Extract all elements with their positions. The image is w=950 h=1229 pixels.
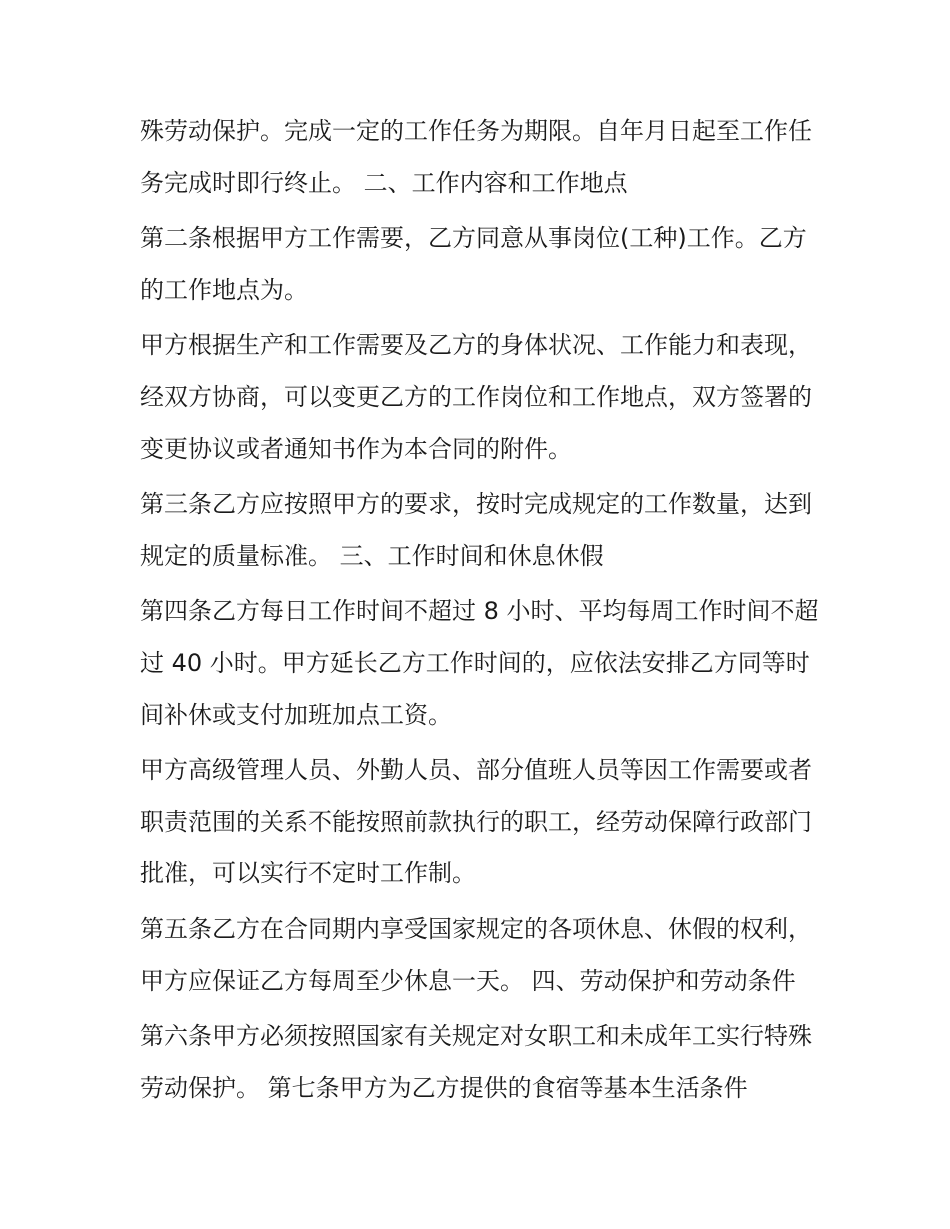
paragraph: 第二条根据甲方工作需要，乙方同意从事岗位(工种)工作。乙方的工作地点为。 [140,224,807,304]
paragraph: 第六条甲方必须按照国家有关规定对女职工和未成年工实行特殊劳动保护。 第七条甲方为乙方提供的食宿等基本生活条件 [140,1022,812,1102]
paragraph: 甲方根据生产和工作需要及乙方的身体状况、工作能力和表现，经双方协商，可以变更乙方的工作岗位和工作地点，双方签署的变更协议或者通知书作为本合同的附件。 [140,331,812,463]
paragraph: 甲方高级管理人员、外勤人员、部分值班人员等因工作需要或者职责范围的关系不能按照前款执行的职工，经劳动保障行政部门批准，可以实行不定时工作制。 [140,756,812,888]
document-body [140,106,820,1118]
paragraph: 第三条乙方应按照甲方的要求，按时完成规定的工作数量，达到规定的质量标准。 三、工作时间和休息休假 [140,490,812,570]
paragraph: 殊劳动保护。完成一定的工作任务为期限。自年月日起至工作任务完成时即行终止。 二、工作内容和工作地点 [140,117,812,197]
paragraph: 第四条乙方每日工作时间不超过 8 小时、平均每周工作时间不超过 40 小时。甲方延长乙方工作时间的，应依法安排乙方同等时间补休或支付加班加点工资。 [140,597,819,729]
paragraph: 第五条乙方在合同期内享受国家规定的各项休息、休假的权利，甲方应保证乙方每周至少休息一天。 四、劳动保护和劳动条件 [140,914,812,995]
